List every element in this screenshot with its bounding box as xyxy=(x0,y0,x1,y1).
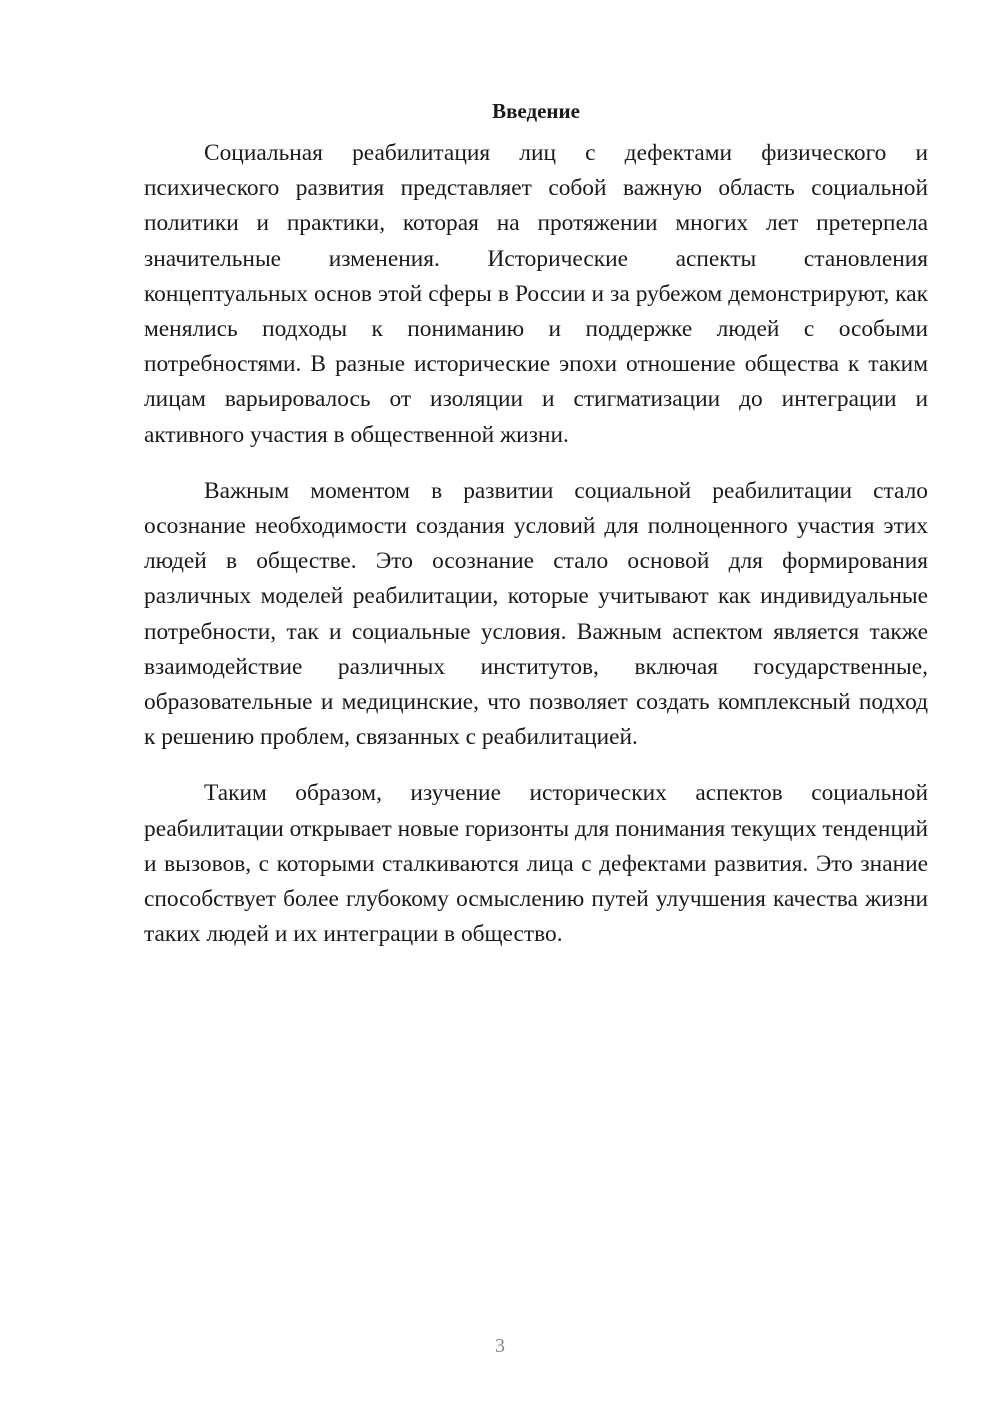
paragraph-1: Социальная реабилитация лиц с дефектами физического и психического развития представляет собой важную область социальной политики и практики, которая на протяжении многих лет претерпела значительные изменения. Исторические аспекты становления концептуальных основ этой сферы в России и за рубежом демонстрируют, как менялись подходы к пониманию и поддержке людей с особыми потребностями. В разные исторические эпохи отношение общества к таким лицам варьировалось от изоляции и стигматизации до интеграции и активного участия в общественной жизни. xyxy=(144,140,928,448)
section-heading: Введение xyxy=(492,99,580,123)
paragraph-2: Важным моментом в развитии социальной реабилитации стало осознание необходимости создания условий для полноценного участия этих людей в обществе. Это осознание стало основой для формирования различных моделей реабилитации, которые учитывают как индивидуальные потребности, так и социальные условия. Важным аспектом является также взаимодействие различных институтов, включая государственные, образовательные и медицинские, что позволяет создать комплексный подход к решению проблем, связанных с реабилитацией. xyxy=(144,477,928,751)
paragraph-3: Таким образом, изучение исторических аспектов социальной реабилитации открывает новые горизонты для понимания текущих тенденций и вызовов, с которыми сталкиваются лица с дефектами развития. Это знание способствует более глубокому осмыслению путей улучшения качества жизни таких людей и их интеграции в общество. xyxy=(144,780,928,948)
page-number: 3 xyxy=(495,1335,505,1357)
page-content xyxy=(144,96,928,952)
